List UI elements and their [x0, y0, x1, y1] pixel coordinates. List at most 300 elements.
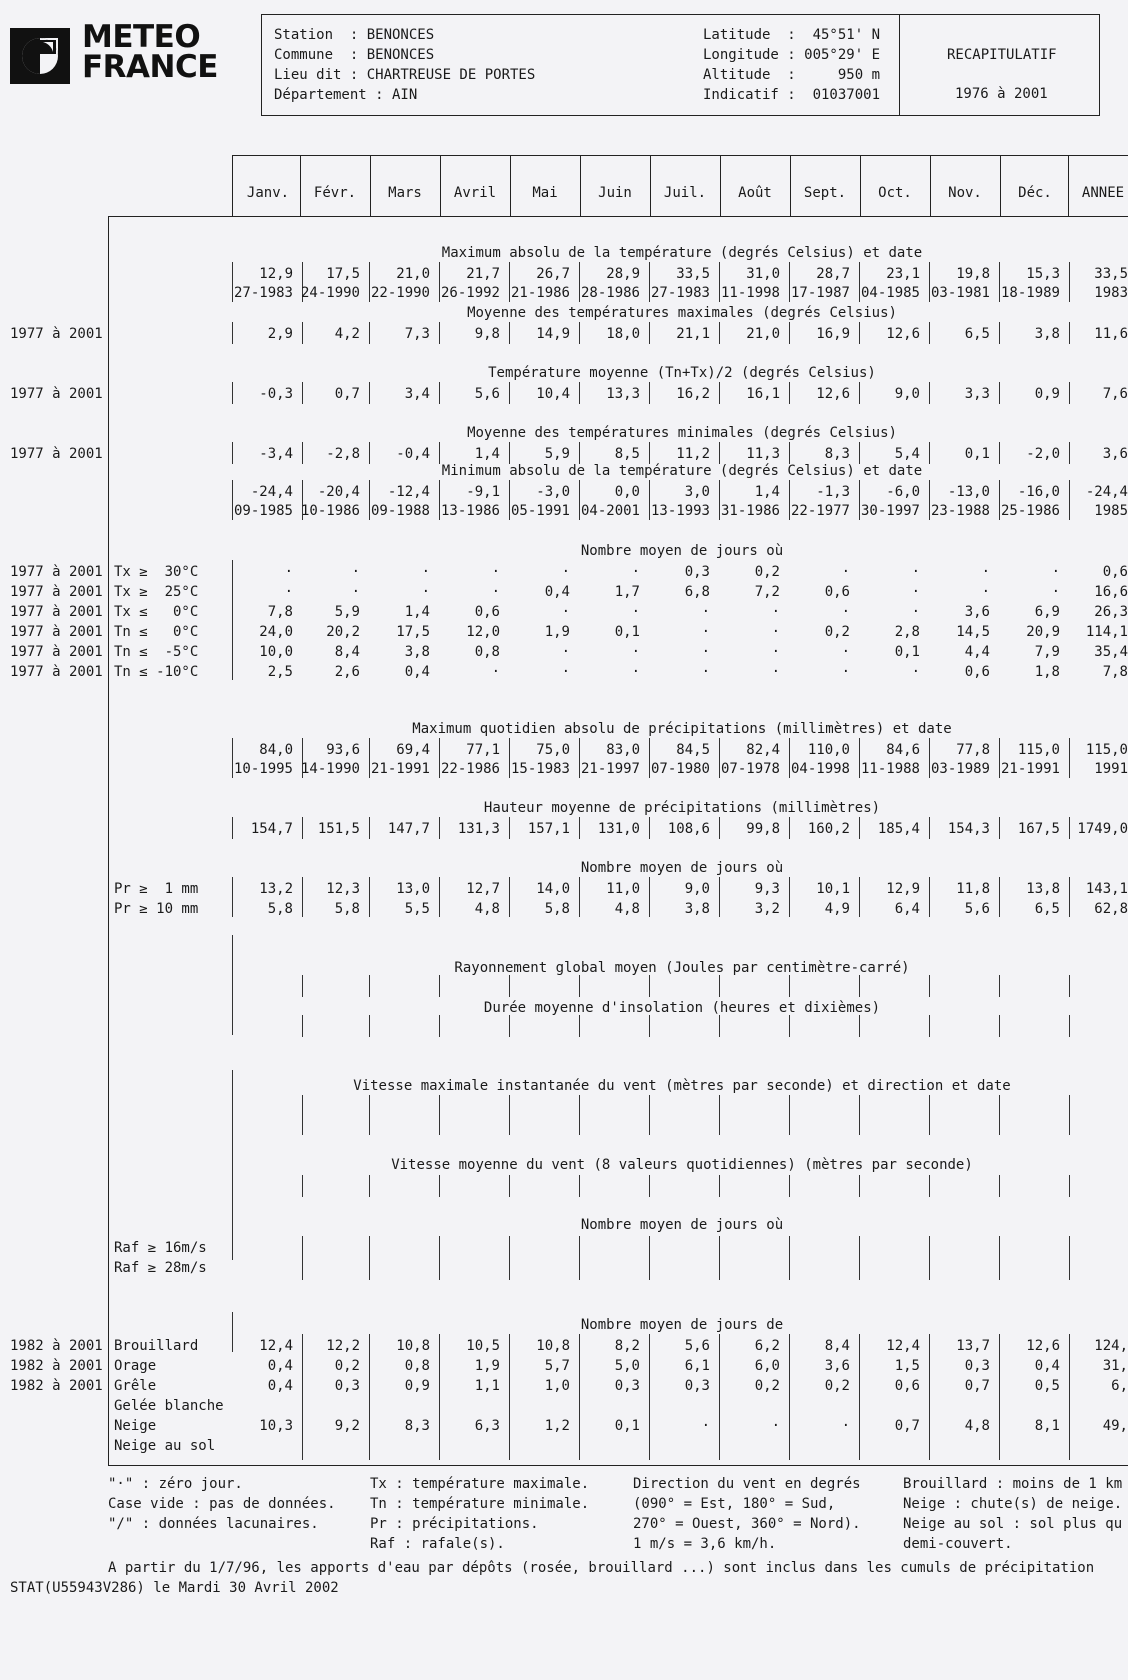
table-bottom-border — [108, 1465, 1128, 1466]
temp-days-cell: · — [771, 644, 780, 660]
bracket-line — [232, 322, 233, 344]
precip-max-value-cell: 84,5 — [676, 742, 710, 758]
precip-days-cell: 143,1 — [1085, 881, 1128, 897]
logo-mark-icon — [10, 26, 72, 88]
precip-max-date-cell: 10-1995 — [233, 761, 293, 777]
column-tick — [929, 1236, 930, 1280]
wind-condition-label: Raf ≥ 16m/s — [114, 1240, 207, 1256]
phenomenon-days-cell: 124, — [1094, 1338, 1128, 1354]
month-header: Mars — [388, 185, 422, 201]
tmax-abs-date-cell: 26-1992 — [440, 285, 500, 301]
indicatif-label: Indicatif : 01037001 — [703, 87, 881, 103]
temp-days-cell: 7,9 — [1034, 644, 1060, 660]
tmin-abs-value-cell: -24,4 — [250, 484, 293, 500]
precip-mean-cell: 185,4 — [877, 821, 920, 837]
table-header-bottom — [108, 216, 1128, 217]
phenomenon-days-cell: 1,5 — [894, 1358, 920, 1374]
logo-line-2: FRANCE — [82, 49, 218, 85]
precip-max-value-cell: 93,6 — [326, 742, 360, 758]
column-tick — [302, 1015, 303, 1037]
precip-max-date-cell: 07-1978 — [720, 761, 780, 777]
tmean-cell: 16,2 — [676, 386, 710, 402]
column-tick — [579, 1175, 580, 1197]
header-divider — [899, 14, 900, 115]
phenomenon-days-cell: 1,9 — [474, 1358, 500, 1374]
phenomenon-days-cell: 0,4 — [267, 1378, 293, 1394]
phenomenon-days-cell: 0,3 — [964, 1358, 990, 1374]
precip-max-value-cell: 110,0 — [807, 742, 850, 758]
temp-days-cell: · — [911, 584, 920, 600]
period-label: 1982 à 2001 — [10, 1378, 103, 1394]
phenomenon-days-cell: 6,0 — [754, 1358, 780, 1374]
phenomenon-days-cell: 6,2 — [754, 1338, 780, 1354]
temp-days-cell: 1,8 — [1034, 664, 1060, 680]
precip-days-cell: 13,0 — [396, 881, 430, 897]
tmax-abs-value-cell: 33,5 — [1094, 266, 1128, 282]
phenomenon-days-cell: 1,1 — [474, 1378, 500, 1394]
tmin-abs-value-cell: -20,4 — [317, 484, 360, 500]
column-tick — [999, 1236, 1000, 1280]
temp-days-cell: 12,0 — [466, 624, 500, 640]
precip-max-value-cell: 84,6 — [886, 742, 920, 758]
month-header: Sept. — [803, 185, 847, 201]
tmin-abs-value-cell: 0,0 — [614, 484, 640, 500]
precip-days-cell: 11,8 — [956, 881, 990, 897]
column-tick — [439, 975, 440, 997]
phenomenon-label: Neige — [114, 1418, 157, 1434]
tmin-abs-date-cell: 31-1986 — [720, 503, 780, 519]
temp-days-cell: · — [631, 644, 640, 660]
wind-condition-label: Raf ≥ 28m/s — [114, 1260, 207, 1276]
tmean-cell: 9,0 — [894, 386, 920, 402]
bracket-line — [232, 1312, 233, 1352]
column-tick — [719, 975, 720, 997]
column-tick — [509, 1015, 510, 1037]
tmin-mean-cell: 3,6 — [1102, 446, 1128, 462]
column-tick — [649, 1095, 650, 1135]
column-tick — [439, 1334, 440, 1460]
section-title-wind-max: Vitesse maximale instantanée du vent (mètres par seconde) et direction et date — [353, 1078, 1011, 1094]
column-tick — [999, 877, 1000, 917]
temp-days-cell: 0,6 — [824, 584, 850, 600]
phenomenon-days-cell: 6,1 — [684, 1358, 710, 1374]
phenomenon-days-cell: 0,2 — [334, 1358, 360, 1374]
section-title-days-temp: Nombre moyen de jours où — [580, 543, 784, 559]
temp-days-cell: 35,4 — [1094, 644, 1128, 660]
phenomenon-days-cell: 0,3 — [684, 1378, 710, 1394]
tmin-mean-cell: 8,5 — [614, 446, 640, 462]
column-tick — [439, 1175, 440, 1197]
footer-legend-line: Direction du vent en degrés — [633, 1476, 861, 1492]
tmin-abs-value-cell: -13,0 — [947, 484, 990, 500]
tmax-abs-value-cell: 28,9 — [606, 266, 640, 282]
column-tick — [859, 1015, 860, 1037]
temp-days-cell: 2,6 — [334, 664, 360, 680]
footer-legend-line: Neige au sol : sol plus qu — [903, 1516, 1123, 1532]
precip-max-value-cell: 84,0 — [259, 742, 293, 758]
precip-max-date-cell: 14-1990 — [300, 761, 360, 777]
tmax-mean-cell: 7,3 — [404, 326, 430, 342]
precip-max-date-cell: 22-1986 — [440, 761, 500, 777]
footer-legend-line: "·" : zéro jour. — [108, 1476, 243, 1492]
period-label: 1977 à 2001 — [10, 644, 103, 660]
temp-days-cell: · — [841, 644, 850, 660]
phenomenon-label: Grêle — [114, 1378, 157, 1394]
tmax-mean-cell: 2,9 — [267, 326, 293, 342]
temp-days-cell: · — [1051, 564, 1060, 580]
column-tick — [929, 877, 930, 917]
phenomenon-days-cell: 10,8 — [396, 1338, 430, 1354]
temp-days-cell: · — [701, 604, 710, 620]
tmax-abs-date-cell: 04-1985 — [860, 285, 920, 301]
tmin-abs-value-cell: 3,0 — [684, 484, 710, 500]
phenomenon-days-cell: 0,3 — [614, 1378, 640, 1394]
tmax-abs-value-cell: 26,7 — [536, 266, 570, 282]
period-label: 1977 à 2001 — [10, 564, 103, 580]
precip-days-cell: 11,0 — [606, 881, 640, 897]
month-header: ANNEE — [1081, 185, 1125, 201]
column-tick — [719, 1236, 720, 1280]
tmin-abs-value-cell: -16,0 — [1017, 484, 1060, 500]
section-title-radiation: Rayonnement global moyen (Joules par centimètre-carré) — [454, 960, 910, 976]
tmax-abs-date-cell: 18-1989 — [1000, 285, 1060, 301]
temp-days-cell: 24,0 — [259, 624, 293, 640]
phenomenon-days-cell: 10,8 — [536, 1338, 570, 1354]
commune-label: Commune : BENONCES — [274, 47, 435, 63]
column-tick — [439, 1015, 440, 1037]
phenomenon-days-cell: 31, — [1102, 1358, 1128, 1374]
temp-days-cell: 0,2 — [824, 624, 850, 640]
section-title-sunshine: Durée moyenne d'insolation (heures et dixièmes) — [483, 1000, 881, 1016]
column-tick — [369, 1334, 370, 1460]
month-header: Nov. — [948, 185, 982, 201]
precip-mean-cell: 131,0 — [597, 821, 640, 837]
bracket-line — [232, 935, 233, 1035]
phenomenon-days-cell: 8,1 — [1034, 1418, 1060, 1434]
tmin-abs-date-cell: 30-1997 — [860, 503, 920, 519]
tmin-abs-date-cell: 10-1986 — [300, 503, 360, 519]
tmax-mean-cell: 6,5 — [964, 326, 990, 342]
temp-days-cell: · — [491, 664, 500, 680]
phenomenon-days-cell: 0,9 — [404, 1378, 430, 1394]
tmax-abs-value-cell: 28,7 — [816, 266, 850, 282]
tmin-mean-cell: -2,0 — [1026, 446, 1060, 462]
temp-days-cell: 4,4 — [964, 644, 990, 660]
phenomenon-days-cell: 12,4 — [886, 1338, 920, 1354]
column-tick — [859, 1175, 860, 1197]
column-tick — [579, 1095, 580, 1135]
tmax-abs-value-cell: 12,9 — [259, 266, 293, 282]
tmean-cell: 3,4 — [404, 386, 430, 402]
column-tick — [999, 975, 1000, 997]
tmin-mean-cell: 8,3 — [824, 446, 850, 462]
phenomenon-days-cell: 1,2 — [544, 1418, 570, 1434]
precip-mean-cell: 151,5 — [317, 821, 360, 837]
temp-days-cell: 2,8 — [894, 624, 920, 640]
column-tick — [649, 1334, 650, 1460]
temp-days-cell: 14,5 — [956, 624, 990, 640]
precip-days-cell: 13,2 — [259, 881, 293, 897]
column-tick — [649, 975, 650, 997]
month-header: Mai — [532, 185, 558, 201]
phenomenon-days-cell: 6, — [1111, 1378, 1128, 1394]
column-tick — [1069, 1095, 1070, 1135]
column-tick — [302, 1236, 303, 1280]
temp-days-cell: 26,3 — [1094, 604, 1128, 620]
departement-label: Département : AIN — [274, 87, 418, 103]
latitude-label: Latitude : 45°51' N — [703, 27, 881, 43]
phenomenon-label: Orage — [114, 1358, 157, 1374]
column-tick — [369, 1015, 370, 1037]
column-tick — [579, 975, 580, 997]
column-tick — [1069, 1175, 1070, 1197]
precip-days-cell: 14,0 — [536, 881, 570, 897]
phenomenon-days-cell: 5,6 — [684, 1338, 710, 1354]
section-title-tmax-mean: Moyenne des températures maximales (degrés Celsius) — [467, 305, 897, 321]
footer-note: A partir du 1/7/96, les apports d'eau par dépôts (rosée, brouillard ...) sont inclus dans les cumuls de précipitation — [108, 1560, 1095, 1576]
column-tick — [789, 1334, 790, 1460]
footer-legend-line: Case vide : pas de données. — [108, 1496, 336, 1512]
precip-days-cell: 3,2 — [754, 901, 780, 917]
temp-days-cell: 1,9 — [544, 624, 570, 640]
column-tick — [1069, 1334, 1070, 1460]
bracket-line — [232, 442, 233, 464]
tmax-abs-value-cell: 19,8 — [956, 266, 990, 282]
tmax-mean-cell: 21,0 — [746, 326, 780, 342]
tmax-abs-date-cell: 03-1981 — [930, 285, 990, 301]
temp-days-cell: 114,1 — [1085, 624, 1128, 640]
precip-days-cell: 10,1 — [816, 881, 850, 897]
precip-max-value-cell: 82,4 — [746, 742, 780, 758]
bracket-line — [232, 817, 233, 839]
footer-legend-line: Pr : précipitations. — [370, 1516, 539, 1532]
period-label: 1977 à 2001 — [10, 386, 103, 402]
footer-legend-line: (090° = Est, 180° = Sud, — [633, 1496, 836, 1512]
column-tick — [719, 877, 720, 917]
temp-days-cell: 8,4 — [334, 644, 360, 660]
temp-days-cell: · — [631, 664, 640, 680]
tmax-abs-date-cell: 27-1983 — [233, 285, 293, 301]
period-label: 1977 à 2001 — [10, 446, 103, 462]
phenomenon-days-cell: 0,2 — [754, 1378, 780, 1394]
label-column-border — [108, 216, 109, 1466]
tmin-abs-date-cell: 04-2001 — [580, 503, 640, 519]
temp-days-cell: · — [561, 604, 570, 620]
precip-condition-label: Pr ≥ 1 mm — [114, 881, 199, 897]
temp-condition-label: Tn ≤ -10°C — [114, 664, 199, 680]
footer-legend-line: Neige : chute(s) de neige. — [903, 1496, 1123, 1512]
column-tick — [719, 1015, 720, 1037]
phenomenon-days-cell: 3,6 — [824, 1358, 850, 1374]
temp-days-cell: · — [841, 664, 850, 680]
column-tick — [369, 1236, 370, 1280]
temp-days-cell: 0,4 — [544, 584, 570, 600]
precip-max-date-cell: 21-1991 — [370, 761, 430, 777]
tmean-cell: 3,3 — [964, 386, 990, 402]
temp-days-cell: · — [701, 644, 710, 660]
temp-days-cell: · — [421, 564, 430, 580]
tmax-mean-cell: 16,9 — [816, 326, 850, 342]
temp-days-cell: · — [421, 584, 430, 600]
column-tick — [579, 1334, 580, 1460]
temp-days-cell: 0,3 — [684, 564, 710, 580]
tmin-abs-date-cell: 23-1988 — [930, 503, 990, 519]
column-tick — [509, 1236, 510, 1280]
tmean-cell: 7,6 — [1102, 386, 1128, 402]
phenomenon-days-cell: · — [771, 1418, 780, 1434]
tmin-mean-cell: -3,4 — [259, 446, 293, 462]
month-header: Juin — [598, 185, 632, 201]
temp-days-cell: · — [284, 584, 293, 600]
section-title-precip-max: Maximum quotidien absolu de précipitations (millimètres) et date — [412, 721, 952, 737]
column-tick — [929, 1015, 930, 1037]
precip-max-value-cell: 83,0 — [606, 742, 640, 758]
tmin-mean-cell: 0,1 — [964, 446, 990, 462]
temp-days-cell: 1,4 — [404, 604, 430, 620]
precip-mean-cell: 154,3 — [947, 821, 990, 837]
precip-days-cell: 4,9 — [824, 901, 850, 917]
phenomenon-days-cell: 4,8 — [964, 1418, 990, 1434]
tmean-cell: 5,6 — [474, 386, 500, 402]
tmax-mean-cell: 14,9 — [536, 326, 570, 342]
period-label: 1982 à 2001 — [10, 1338, 103, 1354]
column-tick — [302, 1175, 303, 1197]
phenomenon-days-cell: 9,2 — [334, 1418, 360, 1434]
phenomenon-days-cell: 0,4 — [1034, 1358, 1060, 1374]
logo-line-1: METEO — [82, 19, 201, 55]
precip-mean-cell: 154,7 — [250, 821, 293, 837]
precip-days-cell: 5,8 — [544, 901, 570, 917]
temp-days-cell: 0,2 — [754, 564, 780, 580]
phenomenon-days-cell: 10,3 — [259, 1418, 293, 1434]
phenomenon-days-cell: · — [841, 1418, 850, 1434]
tmin-abs-date-cell: 25-1986 — [1000, 503, 1060, 519]
tmean-cell: 10,4 — [536, 386, 570, 402]
column-tick — [719, 1175, 720, 1197]
column-tick — [719, 1334, 720, 1460]
phenomenon-days-cell: 12,4 — [259, 1338, 293, 1354]
tmin-mean-cell: 5,4 — [894, 446, 920, 462]
temp-days-cell: · — [491, 584, 500, 600]
footer-legend-line: 270° = Ouest, 360° = Nord). — [633, 1516, 861, 1532]
temp-days-cell: · — [911, 604, 920, 620]
temp-days-cell: 7,8 — [267, 604, 293, 620]
temp-days-cell: · — [771, 624, 780, 640]
temp-days-cell: · — [771, 604, 780, 620]
section-title-tmean: Température moyenne (Tn+Tx)/2 (degrés Celsius) — [488, 365, 876, 381]
column-tick — [859, 877, 860, 917]
precip-days-cell: 5,8 — [267, 901, 293, 917]
phenomenon-days-cell: 49, — [1102, 1418, 1128, 1434]
temp-days-cell: 3,8 — [404, 644, 430, 660]
column-tick — [859, 1334, 860, 1460]
phenomenon-days-cell: 6,3 — [474, 1418, 500, 1434]
precip-max-date-cell: 21-1997 — [580, 761, 640, 777]
phenomenon-days-cell: 0,6 — [894, 1378, 920, 1394]
tmin-abs-value-cell: 1,4 — [754, 484, 780, 500]
section-title-tmin-abs: Minimum absolu de la température (degrés Celsius) et date — [441, 463, 923, 479]
footer-legend-line: Tx : température maximale. — [370, 1476, 590, 1492]
period-label: 1977 à 2001 — [10, 584, 103, 600]
footer-legend-line: Tn : température minimale. — [370, 1496, 590, 1512]
month-header: Avril — [453, 185, 497, 201]
temp-days-cell: 0,4 — [404, 664, 430, 680]
phenomenon-days-cell: 8,4 — [824, 1338, 850, 1354]
tmin-abs-value-cell: -12,4 — [387, 484, 430, 500]
phenomenon-days-cell: 0,2 — [824, 1378, 850, 1394]
phenomenon-days-cell: 13,7 — [956, 1338, 990, 1354]
precip-days-cell: 12,9 — [886, 881, 920, 897]
tmin-abs-value-cell: -1,3 — [816, 484, 850, 500]
tmin-mean-cell: 11,3 — [746, 446, 780, 462]
section-title-tmax-abs: Maximum absolu de la température (degrés Celsius) et date — [441, 245, 923, 261]
column-tick — [929, 1175, 930, 1197]
column-tick — [509, 1334, 510, 1460]
phenomenon-days-cell: 5,7 — [544, 1358, 570, 1374]
precip-max-value-cell: 77,8 — [956, 742, 990, 758]
phenomenon-days-cell: 0,5 — [1034, 1378, 1060, 1394]
precip-days-cell: 5,6 — [964, 901, 990, 917]
tmin-mean-cell: -0,4 — [396, 446, 430, 462]
column-tick — [789, 1175, 790, 1197]
period-label: 1982 à 2001 — [10, 1358, 103, 1374]
column-tick — [579, 1236, 580, 1280]
section-title-days-precip: Nombre moyen de jours où — [580, 860, 784, 876]
column-tick — [509, 975, 510, 997]
tmean-cell: 12,6 — [816, 386, 850, 402]
temp-days-cell: 20,9 — [1026, 624, 1060, 640]
temp-days-cell: · — [771, 664, 780, 680]
footer-legend-line: "/" : données lacunaires. — [108, 1516, 319, 1532]
month-header: Janv. — [246, 185, 290, 201]
precip-max-value-cell: 115,0 — [1017, 742, 1060, 758]
precip-days-cell: 9,3 — [754, 881, 780, 897]
tmean-cell: 13,3 — [606, 386, 640, 402]
column-tick — [999, 1095, 1000, 1135]
temp-days-cell: · — [981, 584, 990, 600]
temp-condition-label: Tx ≥ 30°C — [114, 564, 199, 580]
column-tick — [789, 1015, 790, 1037]
temp-condition-label: Tn ≤ 0°C — [114, 624, 199, 640]
temp-days-cell: · — [561, 644, 570, 660]
precip-days-cell: 5,5 — [404, 901, 430, 917]
bracket-line — [232, 382, 233, 404]
phenomenon-days-cell: 5,0 — [614, 1358, 640, 1374]
temp-days-cell: 16,6 — [1094, 584, 1128, 600]
precip-days-cell: 6,5 — [1034, 901, 1060, 917]
phenomenon-days-cell: 8,2 — [614, 1338, 640, 1354]
phenomenon-label: Gelée blanche — [114, 1398, 224, 1414]
precip-mean-cell: 167,5 — [1017, 821, 1060, 837]
column-tick — [302, 877, 303, 917]
precip-days-cell: 6,4 — [894, 901, 920, 917]
precip-days-cell: 12,7 — [466, 881, 500, 897]
precip-max-date-cell: 1991 — [1094, 761, 1128, 777]
tmin-abs-date-cell: 09-1985 — [233, 503, 293, 519]
tmax-mean-cell: 4,2 — [334, 326, 360, 342]
temp-days-cell: · — [841, 564, 850, 580]
month-header: Oct. — [878, 185, 912, 201]
tmean-cell: 0,9 — [1034, 386, 1060, 402]
tmin-abs-date-cell: 13-1993 — [650, 503, 710, 519]
phenomenon-days-cell: 12,6 — [1026, 1338, 1060, 1354]
precip-days-cell: 3,8 — [684, 901, 710, 917]
column-tick — [999, 1015, 1000, 1037]
column-tick — [302, 975, 303, 997]
section-title-wind-mean: Vitesse moyenne du vent (8 valeurs quotidiennes) (mètres par seconde) — [391, 1157, 973, 1173]
temp-days-cell: 1,7 — [614, 584, 640, 600]
footer-legend-line: Raf : rafale(s). — [370, 1536, 505, 1552]
